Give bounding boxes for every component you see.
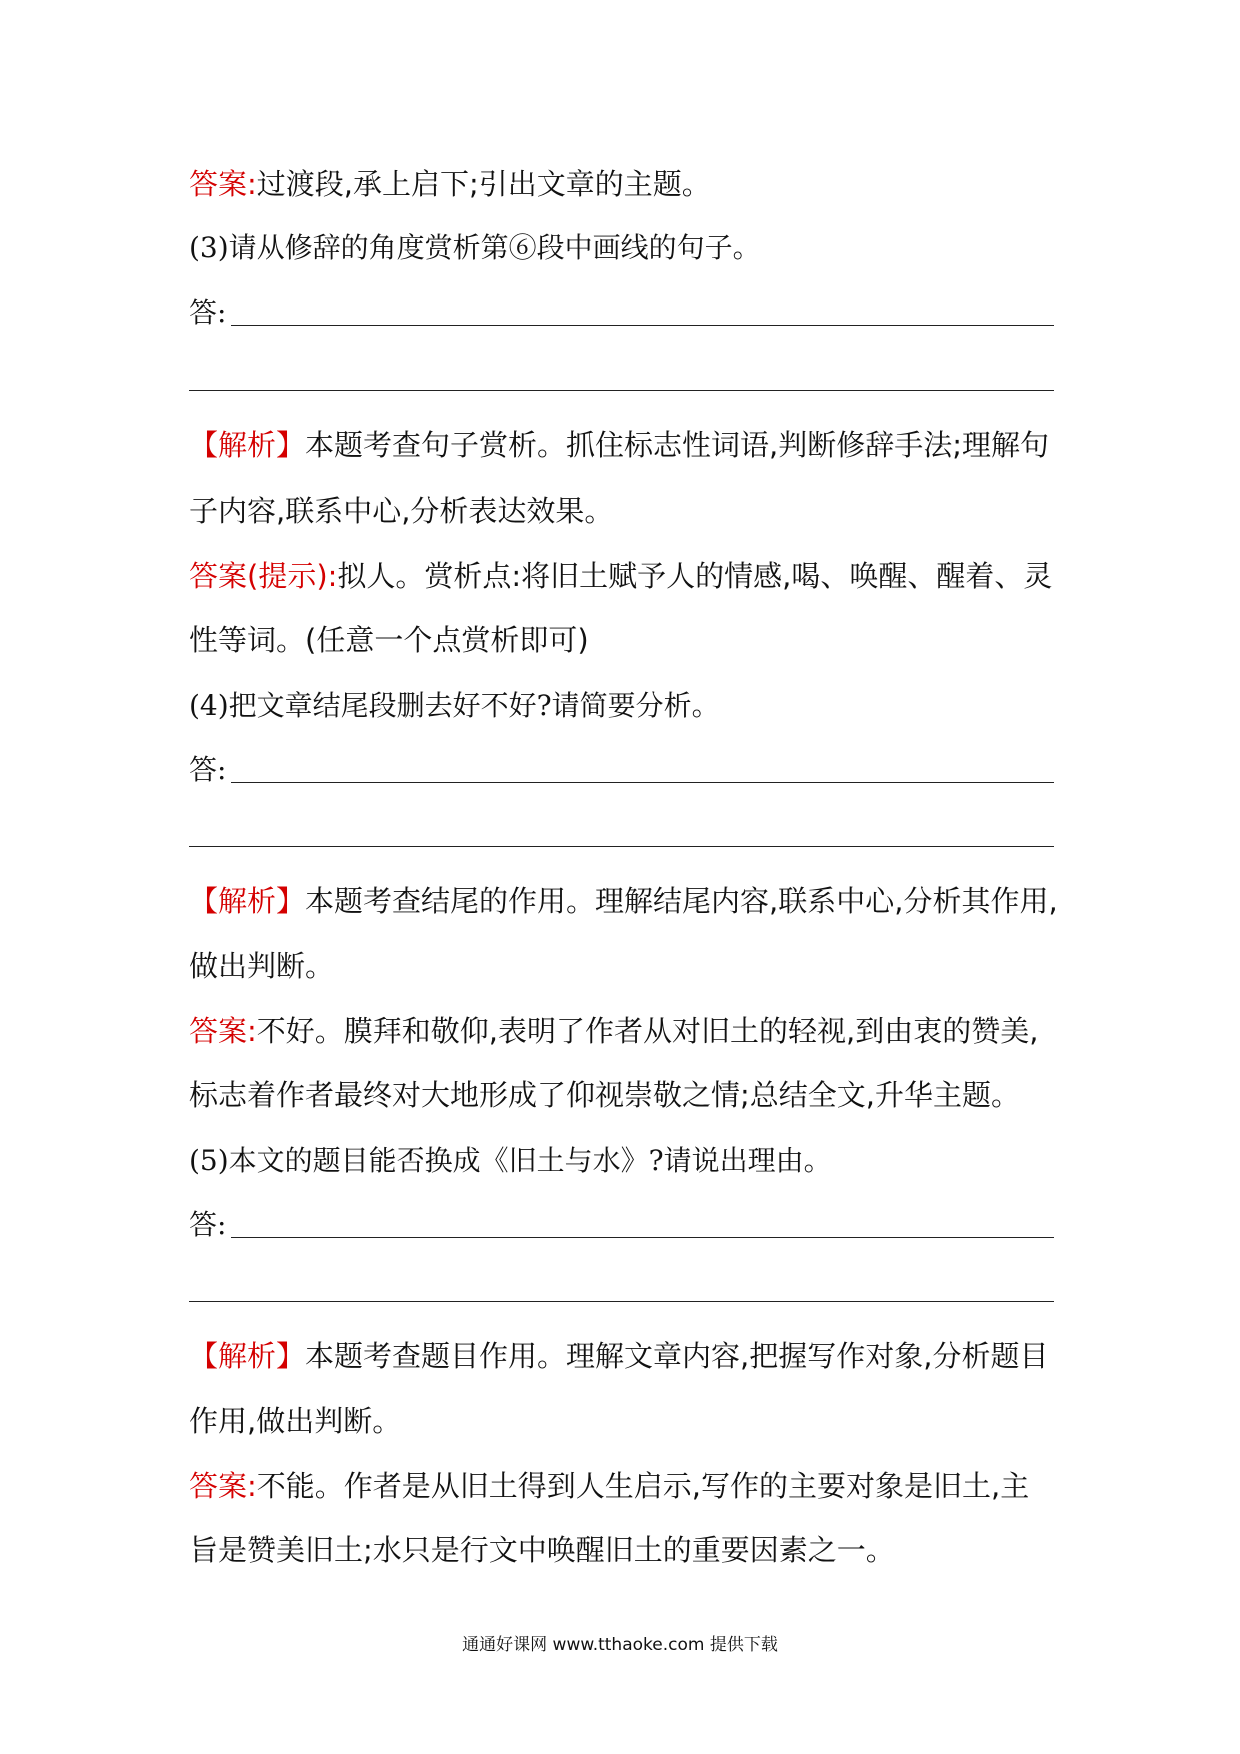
- answer-text: 过渡段,承上启下;引出文章的主题。: [256, 167, 711, 201]
- answer-prefix: 答:: [189, 753, 227, 786]
- answer-underline: [189, 846, 1054, 847]
- answer-underline: [189, 1301, 1054, 1302]
- answer-blank-3[interactable]: [189, 293, 1054, 333]
- answer-label: 答案:: [189, 1014, 257, 1048]
- answer-4: [189, 1011, 1059, 1051]
- answer-label: 答案(提示):: [189, 559, 338, 593]
- answer-blank-4[interactable]: [189, 750, 1054, 790]
- question-4: (4)把文章结尾段删去好不好?请简要分析。: [189, 689, 720, 722]
- question-3: (3)请从修辞的角度赏析第⑥段中画线的句子。: [189, 231, 761, 264]
- analysis-4-line2: 做出判断。: [189, 949, 335, 983]
- analysis-3: [189, 425, 1059, 465]
- analysis-5: [189, 1336, 1059, 1376]
- answer-label: 答案:: [189, 167, 257, 201]
- answer-underline: [231, 1237, 1054, 1238]
- analysis-label: 【解析】: [189, 428, 306, 462]
- answer-text: 不好。膜拜和敬仰,表明了作者从对旧土的轻视,到由衷的赞美,: [256, 1014, 1039, 1048]
- answer-2: [189, 164, 1059, 204]
- analysis-label: 【解析】: [189, 1339, 306, 1373]
- answer-prefix: 答:: [189, 1208, 227, 1241]
- answer-prefix: 答:: [189, 296, 227, 329]
- answer-5-line2: 旨是赞美旧土;水只是行文中唤醒旧土的重要因素之一。: [189, 1533, 895, 1567]
- answer-3-line2: 性等词。(任意一个点赏析即可): [189, 623, 589, 657]
- answer-underline: [189, 390, 1054, 391]
- answer-5: [189, 1466, 1059, 1506]
- answer-label: 答案:: [189, 1469, 257, 1503]
- answer-text: 不能。作者是从旧土得到人生启示,写作的主要对象是旧土,主: [256, 1469, 1030, 1503]
- answer-3: [189, 556, 1059, 596]
- analysis-3-line2: 子内容,联系中心,分析表达效果。: [189, 494, 614, 528]
- page-footer: 通通好课网 www.tthaoke.com 提供下载: [462, 1635, 778, 1655]
- answer-4-line2: 标志着作者最终对大地形成了仰视崇敬之情;总结全文,升华主题。: [189, 1078, 1020, 1112]
- analysis-5-line2: 作用,做出判断。: [189, 1404, 402, 1438]
- analysis-text: 本题考查题目作用。理解文章内容,把握写作对象,分析题目: [305, 1339, 1049, 1373]
- answer-underline: [231, 782, 1054, 783]
- question-5: (5)本文的题目能否换成《旧土与水》?请说出理由。: [189, 1144, 832, 1177]
- analysis-4: [189, 881, 1059, 921]
- answer-underline: [231, 325, 1054, 326]
- answer-blank-5[interactable]: [189, 1205, 1054, 1245]
- analysis-label: 【解析】: [189, 884, 306, 918]
- analysis-text: 本题考查句子赏析。抓住标志性词语,判断修辞手法;理解句: [305, 428, 1050, 462]
- answer-text: 拟人。赏析点:将旧土赋予人的情感,喝、唤醒、醒着、灵: [337, 559, 1053, 593]
- analysis-text: 本题考查结尾的作用。理解结尾内容,联系中心,分析其作用,: [305, 884, 1058, 918]
